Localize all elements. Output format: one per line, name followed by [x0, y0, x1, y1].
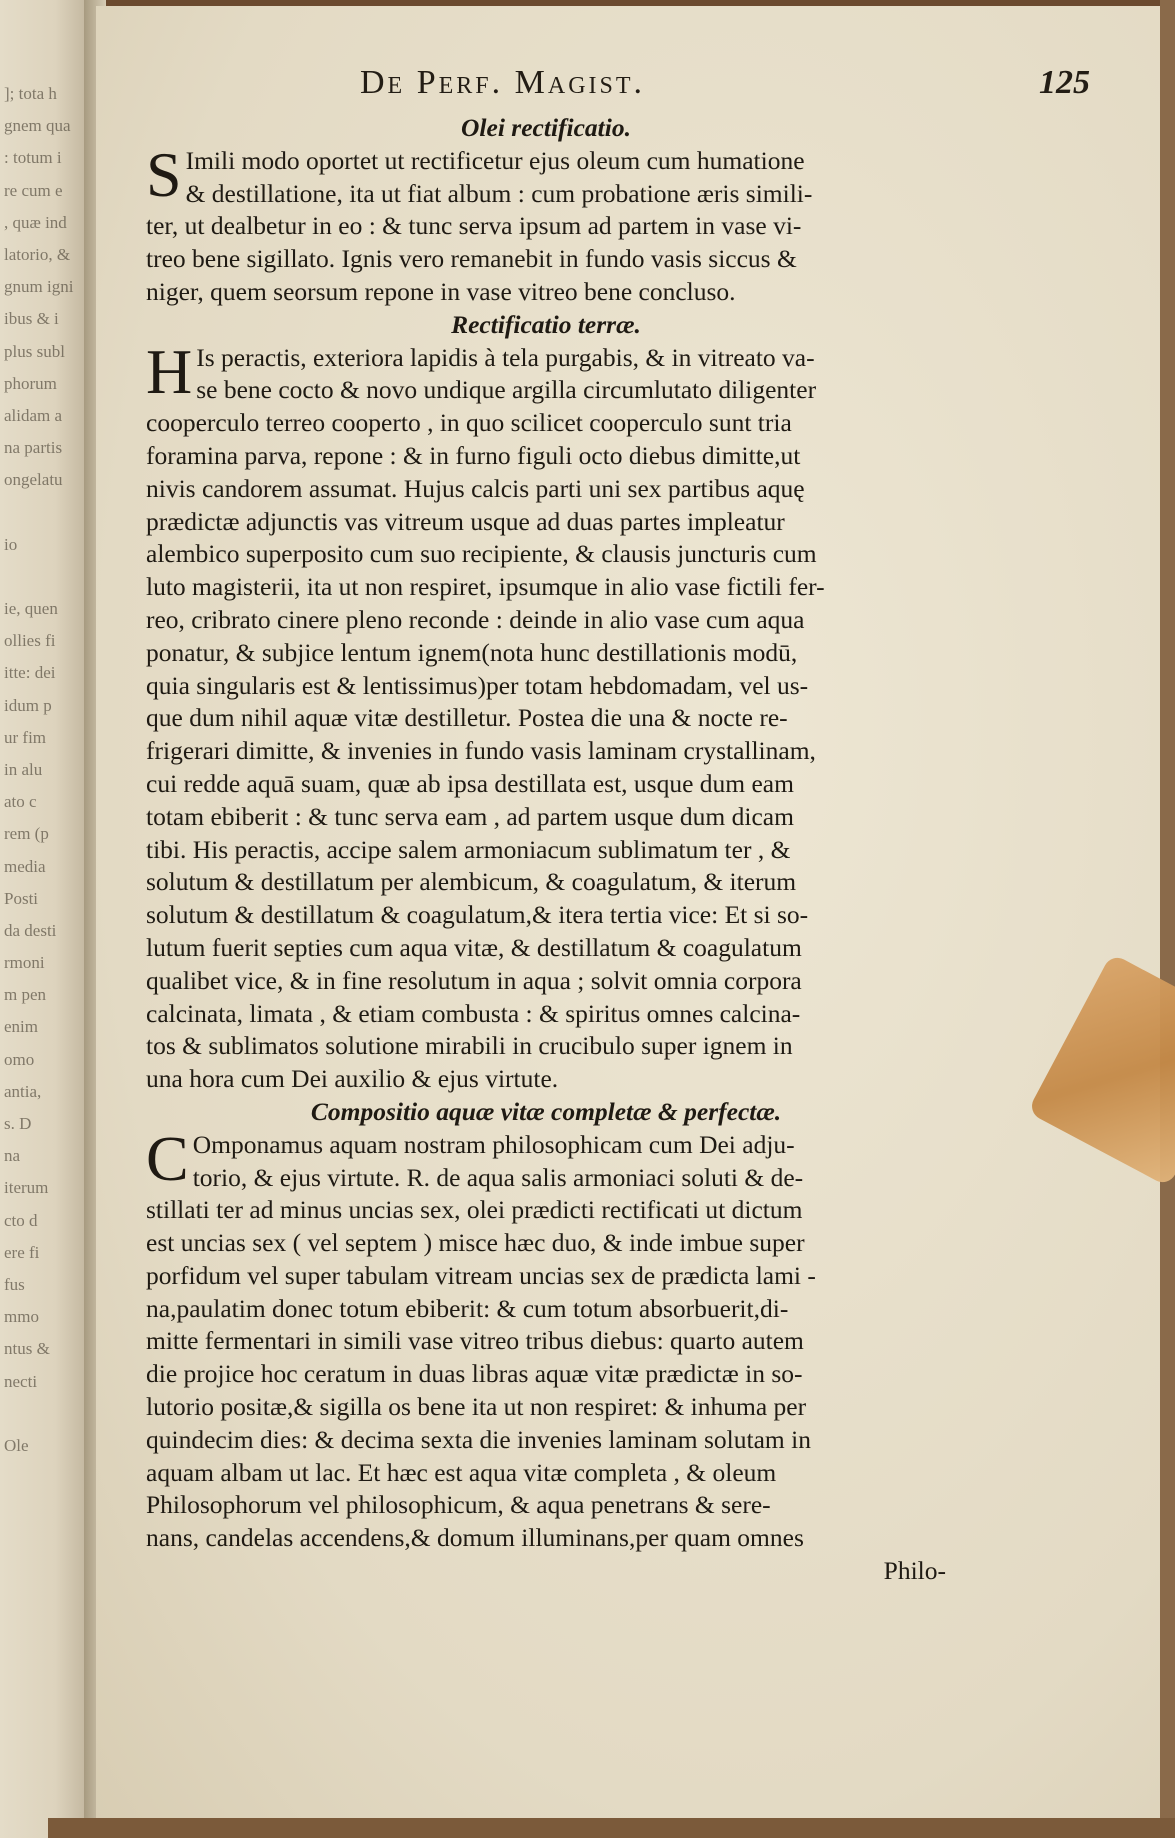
margin-fragment: phorum — [4, 373, 57, 393]
section-heading: Olei rectificatio. — [461, 113, 631, 142]
text-line: est uncias sex ( vel septem ) misce hæc duo, & inde imbue super — [146, 1228, 805, 1258]
text-line: una hora cum Dei auxilio & ejus virtute. — [146, 1064, 559, 1094]
margin-fragment: antia, — [4, 1081, 42, 1101]
margin-fragment: iterum — [4, 1178, 49, 1198]
text-line: ter, ut dealbetur in eo : & tunc serva ipsum ad partem in vase vi- — [146, 211, 802, 241]
paragraph — [146, 335, 946, 1096]
running-head: De Perf. Magist. — [360, 64, 646, 101]
margin-fragment: io — [4, 534, 18, 554]
text-line: luto magisterii, ita ut non respiret, ipsumque in alio vase fictili fer- — [146, 572, 825, 602]
text-line: prædictæ adjunctis vas vitreum usque ad duas partes impleatur — [146, 506, 785, 536]
text-line: lutorio positæ,& sigilla os bene ita ut non respiret: & inhuma per — [146, 1392, 807, 1422]
margin-fragment: na partis — [4, 438, 63, 458]
text-line: quindecim dies: & decima sexta die invenies laminam solutam in — [146, 1424, 811, 1454]
page-edge — [1160, 0, 1175, 1838]
text-line: alembico superposito cum suo recipiente, & clausis juncturis cum — [146, 539, 817, 569]
text-line: cui redde aquā suam, quæ ab ipsa destillata est, usque dum eam — [146, 768, 794, 798]
paragraph — [146, 138, 946, 309]
margin-fragment: ntus & — [4, 1339, 50, 1359]
margin-fragment: da desti — [4, 920, 57, 940]
margin-fragment: ato c — [4, 792, 37, 812]
text-line: niger, quem seorsum repone in vase vitreo bene concluso. — [146, 276, 736, 306]
left-margin-fragments — [4, 78, 88, 1462]
margin-fragment — [4, 496, 88, 528]
margin-fragment — [4, 1398, 88, 1430]
margin-fragment: media — [4, 856, 46, 876]
text-line: porfidum vel super tabulam vitream uncias sex de prædicta lami - — [146, 1260, 816, 1290]
margin-fragment: s. D — [4, 1114, 32, 1133]
margin-fragment: gnum igni — [4, 277, 74, 297]
margin-fragment: ie, quen — [4, 599, 58, 618]
text-line: tos & sublimatos solutione mirabili in crucibulo super ignem in — [146, 1031, 793, 1061]
margin-fragment: Posti — [4, 888, 39, 908]
text-line: tibi. His peractis, accipe salem armoniacum sublimatum ter , & — [146, 834, 791, 864]
drop-cap: C — [146, 1122, 189, 1194]
bottom-edge — [48, 1818, 1175, 1838]
margin-fragment: enim — [4, 1017, 38, 1037]
margin-fragment: , quæ ind — [4, 212, 67, 232]
text-line: totam ebiberit : & tunc serva eam , ad partem usque dum dicam — [146, 801, 794, 831]
margin-fragment: Ole — [4, 1435, 29, 1455]
text-line: solutum & destillatum per alembicum, & coagulatum, & iterum — [146, 867, 797, 897]
margin-fragment: rem (p — [4, 824, 49, 844]
margin-fragment: necti — [4, 1371, 38, 1391]
text-line: cooperculo terreo cooperto , in quo scilicet cooperculo sunt tria — [146, 408, 792, 438]
margin-fragment: plus subl — [4, 341, 65, 361]
text-line: se bene cocto & novo undique argilla circumlutato diligenter — [196, 375, 817, 405]
margin-fragment: re cum e — [4, 180, 63, 200]
text-line: reo, cribrato cinere pleno reconde : deinde in alio vase cum aqua — [146, 604, 805, 634]
text-line: nivis candorem assumat. Hujus calcis parti uni sex partibus aquę — [146, 473, 805, 503]
margin-fragment: na — [4, 1146, 21, 1166]
text-line: lutum fuerit septies cum aqua vitæ, & destillatum & coagulatum — [146, 932, 802, 962]
margin-fragment: fus — [4, 1274, 25, 1294]
margin-fragment — [4, 561, 88, 593]
text-line: quia singularis est & lentissimus)per totam hebdomadam, vel us- — [146, 670, 809, 700]
text-line: nans, candelas accendens,& domum illuminans,per quam omnes — [146, 1523, 804, 1553]
margin-fragment: mmo — [4, 1307, 39, 1327]
paragraph — [146, 1122, 946, 1555]
body-text — [146, 112, 946, 1588]
text-line: & destillatione, ita ut fiat album : cum probatione æris simili- — [185, 178, 813, 208]
page-number: 125 — [1039, 64, 1090, 101]
text-line: treo bene sigillato. Ignis vero remanebit in fundo vasis siccus & — [146, 244, 797, 274]
margin-fragment: m pen — [4, 985, 47, 1005]
section-heading: Rectificatio terræ. — [451, 309, 641, 339]
margin-fragment: : totum i — [4, 148, 62, 168]
drop-cap: S — [146, 138, 182, 210]
text-line: torio, & ejus virtute. R. de aqua salis armoniaci soluti & de- — [192, 1162, 804, 1192]
text-line: calcinata, limata , & etiam combusta : & spiritus omnes calcina- — [146, 998, 801, 1028]
margin-fragment: ur fim — [4, 727, 47, 747]
margin-fragment: ]; tota h — [4, 84, 57, 103]
text-line: qualibet vice, & in fine resolutum in aqua ; solvit omnia corpora — [146, 965, 802, 995]
text-line: Omponamus aquam nostram philosophicam cum Dei adju- — [192, 1129, 795, 1159]
text-line: ponatur, & subjice lentum ignem(nota hunc destillationis modū, — [146, 637, 798, 667]
text-line: frigerari dimitte, & invenies in fundo vasis laminam crystallinam, — [146, 736, 816, 766]
margin-fragment: ere fi — [4, 1242, 40, 1262]
page-header — [360, 64, 1090, 112]
text-line: que dum nihil aquæ vitæ destilletur. Postea die una & nocte re- — [146, 703, 788, 733]
text-line: mitte fermentari in simili vase vitreo tribus diebus: quarto autem — [146, 1326, 804, 1356]
drop-cap: H — [146, 335, 193, 407]
margin-fragment: idum p — [4, 695, 52, 715]
text-line: Philosophorum vel philosophicum, & aqua penetrans & sere- — [146, 1490, 771, 1520]
margin-fragment: omo — [4, 1049, 35, 1069]
margin-fragment: cto d — [4, 1210, 38, 1230]
text-line: na,paulatim donec totum ebiberit: & cum totum absorbuerit,di- — [146, 1293, 789, 1323]
margin-fragment: alidam a — [4, 405, 63, 425]
margin-fragment: latorio, & — [4, 244, 71, 264]
margin-fragment: in alu — [4, 759, 43, 779]
text-line: die projice hoc ceratum in duas libras aquæ vitæ prædictæ in so- — [146, 1359, 803, 1389]
margin-fragment: itte: dei — [4, 663, 56, 683]
margin-fragment: rmoni — [4, 953, 45, 973]
margin-fragment: ongelatu — [4, 470, 63, 490]
text-line: Is peractis, exteriora lapidis à tela purgabis, & in vitreato va- — [196, 342, 815, 372]
margin-fragment: ibus & i — [4, 309, 59, 329]
text-line: foramina parva, repone : & in furno figuli octo diebus dimitte,ut — [146, 440, 801, 470]
catchword: Philo- — [883, 1556, 946, 1586]
margin-fragment: ollies fi — [4, 631, 56, 651]
left-page-edge — [0, 0, 92, 1838]
text-line: stillati ter ad minus uncias sex, olei prædicti rectificati ut dictum — [146, 1195, 803, 1225]
text-line: Imili modo oportet ut rectificetur ejus oleum cum humatione — [185, 145, 805, 175]
text-line: aquam albam ut lac. Et hæc est aqua vitæ completa , & oleum — [146, 1457, 777, 1487]
margin-fragment: gnem qua — [4, 116, 71, 136]
section-heading: Compositio aquæ vitæ completæ & perfectæ. — [310, 1096, 782, 1126]
text-line: solutum & destillatum & coagulatum,& itera tertia vice: Et si so- — [146, 900, 809, 930]
